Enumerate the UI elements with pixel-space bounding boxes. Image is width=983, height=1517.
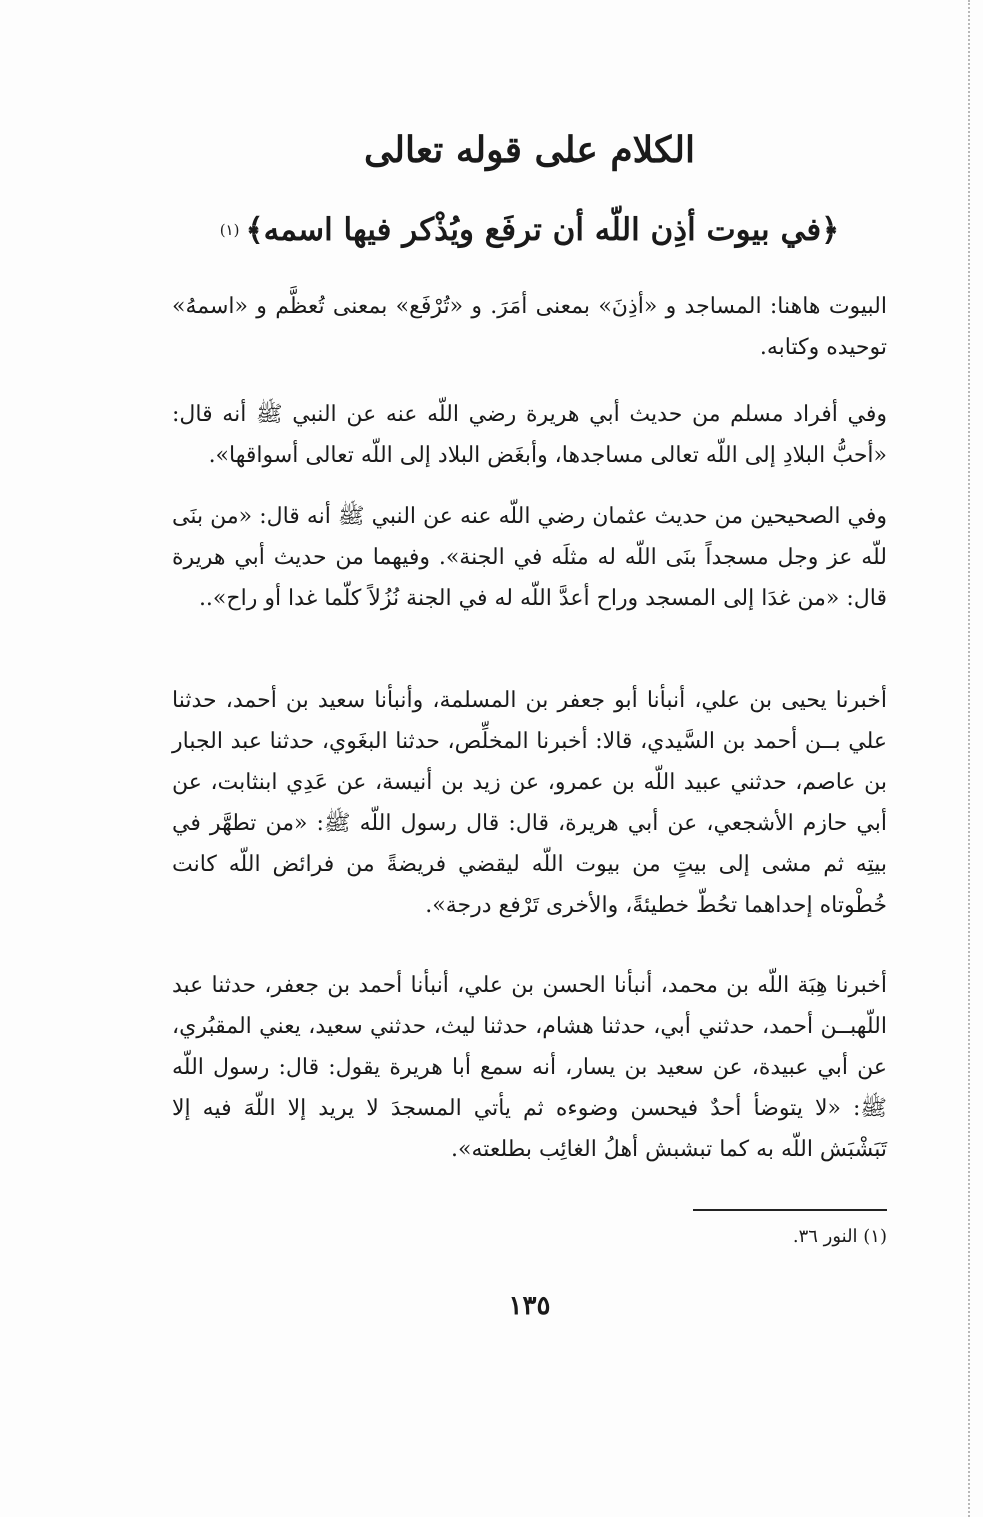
page-number: ١٣٥ — [508, 1291, 551, 1321]
chapter-title: الكلام على قوله تعالى — [363, 129, 696, 171]
paragraph-definition: البيوت هاهنا: المساجد و «أذِنَ» بمعنى أمَرَ. و «تُرْفَع» بمعنى تُعظَّم و «اسمهُ» توحيده وكتابه. — [172, 294, 887, 360]
paragraph-muslim-hadith: وفي أفراد مسلم من حديث أبي هريرة رضي اللّه عنه عن النبي ﷺ أنه قال: «أحبُّ البلادِ إلى اللّه تعالى مساجدها، وأبغَض البلاد إلى اللّه تعالى أسواقها». — [172, 402, 887, 468]
verse-text: ﴿في بيوت أذِن اللّه أن ترفَع ويُذْكر فيها اسمه﴾ — [245, 212, 840, 248]
footnote-separator — [693, 1209, 887, 1211]
verse-heading — [172, 202, 887, 258]
footnote-marker: (١) — [219, 221, 240, 239]
paragraph-isnad-hibatullah: أخبرنا هِبَة اللّه بن محمد، أنبأنا الحسن بن علي، أنبأنا أحمد بن جعفر، حدثنا عبد اللّهبــن أحمد، حدثني أبي، حدثنا هشام، حدثنا ليث، حدثني سعيد، يعني المقبُري، عن أبي عبيدة، عن سعيد بن يسار، أنه سمع أبا هريرة يقول: قال: رسول اللّه ﷺ: «لا يتوضأ أحدٌ فيحسن وضوءه ثم يأتي المسجدَ لا يريد إلا اللّهَ فيه إلا تَبَشْبَش اللّه به كما تبشبش أهلُ الغائِب بطلعته». — [172, 973, 887, 1162]
footnote: (١) النور ٣٦. — [792, 1226, 887, 1247]
page-edge-divider — [968, 0, 970, 1517]
paragraph-sahihayn-hadith: وفي الصحيحين من حديث عثمان رضي اللّه عنه عن النبي ﷺ أنه قال: «من بنَى للّه عز وجل مسجداً بنَى اللّه له مثلَه في الجنة». وفيهما من حديث أبي هريرة قال: «من غدَا إلى المسجد وراح أعدَّ اللّه له في الجنة نُزُلاً كلّما غدا أو راح».. — [172, 504, 887, 611]
paragraph-isnad-yahya: أخبرنا يحيى بن علي، أنبأنا أبو جعفر بن المسلمة، وأنبأنا سعيد بن أحمد، حدثنا علي بــن أحمد بن السَّيدي، قالا: أخبرنا المخلِّص، حدثنا البغَوي، حدثنا عبد الجبار بن عاصم، حدثني عبيد اللّه بن عمرو، عن زيد بن أنيسة، عن عَدِي ابنثابت، عن أبي حازم الأشجعي، عن أبي هريرة، قال: قال رسول اللّه ﷺ: «من تطهَّر في بيتِه ثم مشى إلى بيتٍ من بيوت اللّه ليقضي فريضةً من فرائض اللّه كانت خُطْوتاه إحداهما تحُطّ خطيئةً، والأخرى تَرْفع درجة». — [172, 688, 887, 918]
